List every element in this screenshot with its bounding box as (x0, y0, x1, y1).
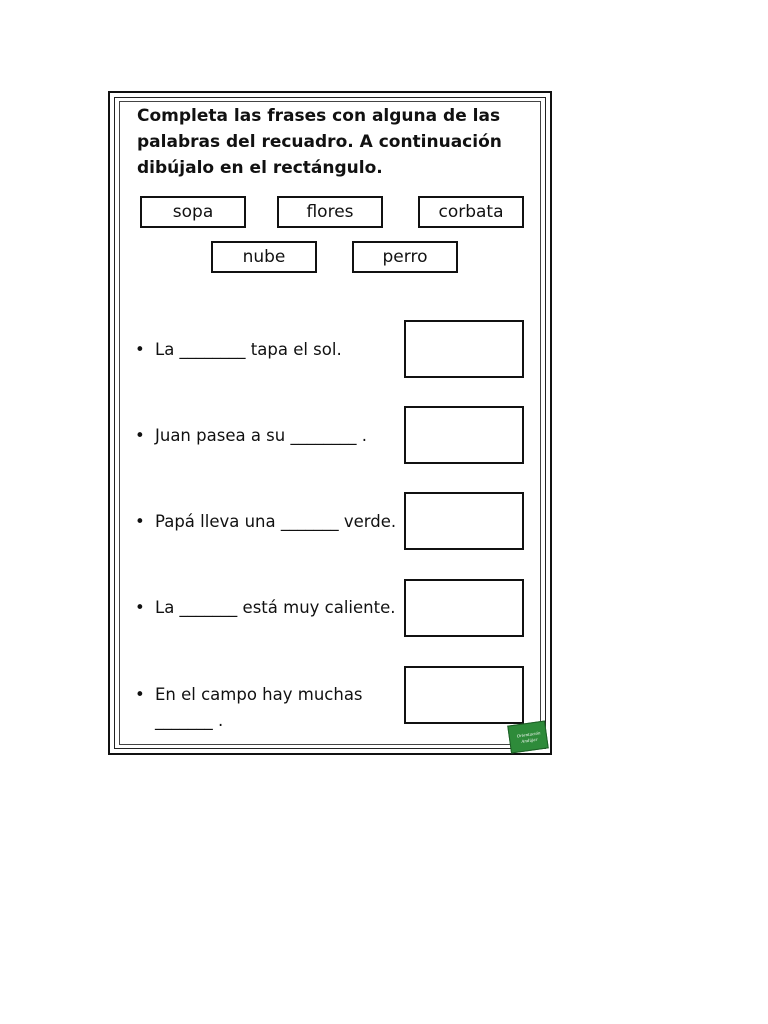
brand-logo (507, 720, 549, 753)
drawing-rectangle-2 (404, 406, 524, 464)
worksheet-instructions: Completa las frases con alguna de las palabras del recuadro. A continuación dibújalo en el rectángulo. (137, 106, 502, 178)
drawing-rectangle-3 (404, 492, 524, 550)
logo-line-1: Orientación (516, 730, 541, 739)
sentence-text: La _______ está muy caliente. (155, 598, 396, 617)
sentence-text-continuation: _______ . (155, 711, 224, 730)
sentence-2 (135, 423, 367, 449)
word-box-corbata: corbata (418, 196, 524, 228)
sentence-text: La ________ tapa el sol. (155, 340, 342, 359)
sentence-5 (135, 682, 363, 734)
bullet: • (135, 426, 145, 445)
word-box-flores: flores (277, 196, 383, 228)
sentence-text: En el campo hay muchas (155, 685, 363, 704)
bullet: • (135, 685, 145, 704)
sentence-text: Juan pasea a su ________ . (155, 426, 367, 445)
word-box-sopa: sopa (140, 196, 246, 228)
bullet: • (135, 340, 145, 359)
word-box-perro: perro (352, 241, 458, 273)
sentence-4 (135, 595, 395, 621)
bullet: • (135, 598, 145, 617)
sentence-1 (135, 337, 342, 363)
drawing-rectangle-5 (404, 666, 524, 724)
logo-line-2: Andújar (521, 736, 538, 744)
word-box-nube: nube (211, 241, 317, 273)
sentence-3 (135, 509, 396, 535)
sentence-text: Papá lleva una _______ verde. (155, 512, 397, 531)
bullet: • (135, 512, 145, 531)
drawing-rectangle-4 (404, 579, 524, 637)
drawing-rectangle-1 (404, 320, 524, 378)
